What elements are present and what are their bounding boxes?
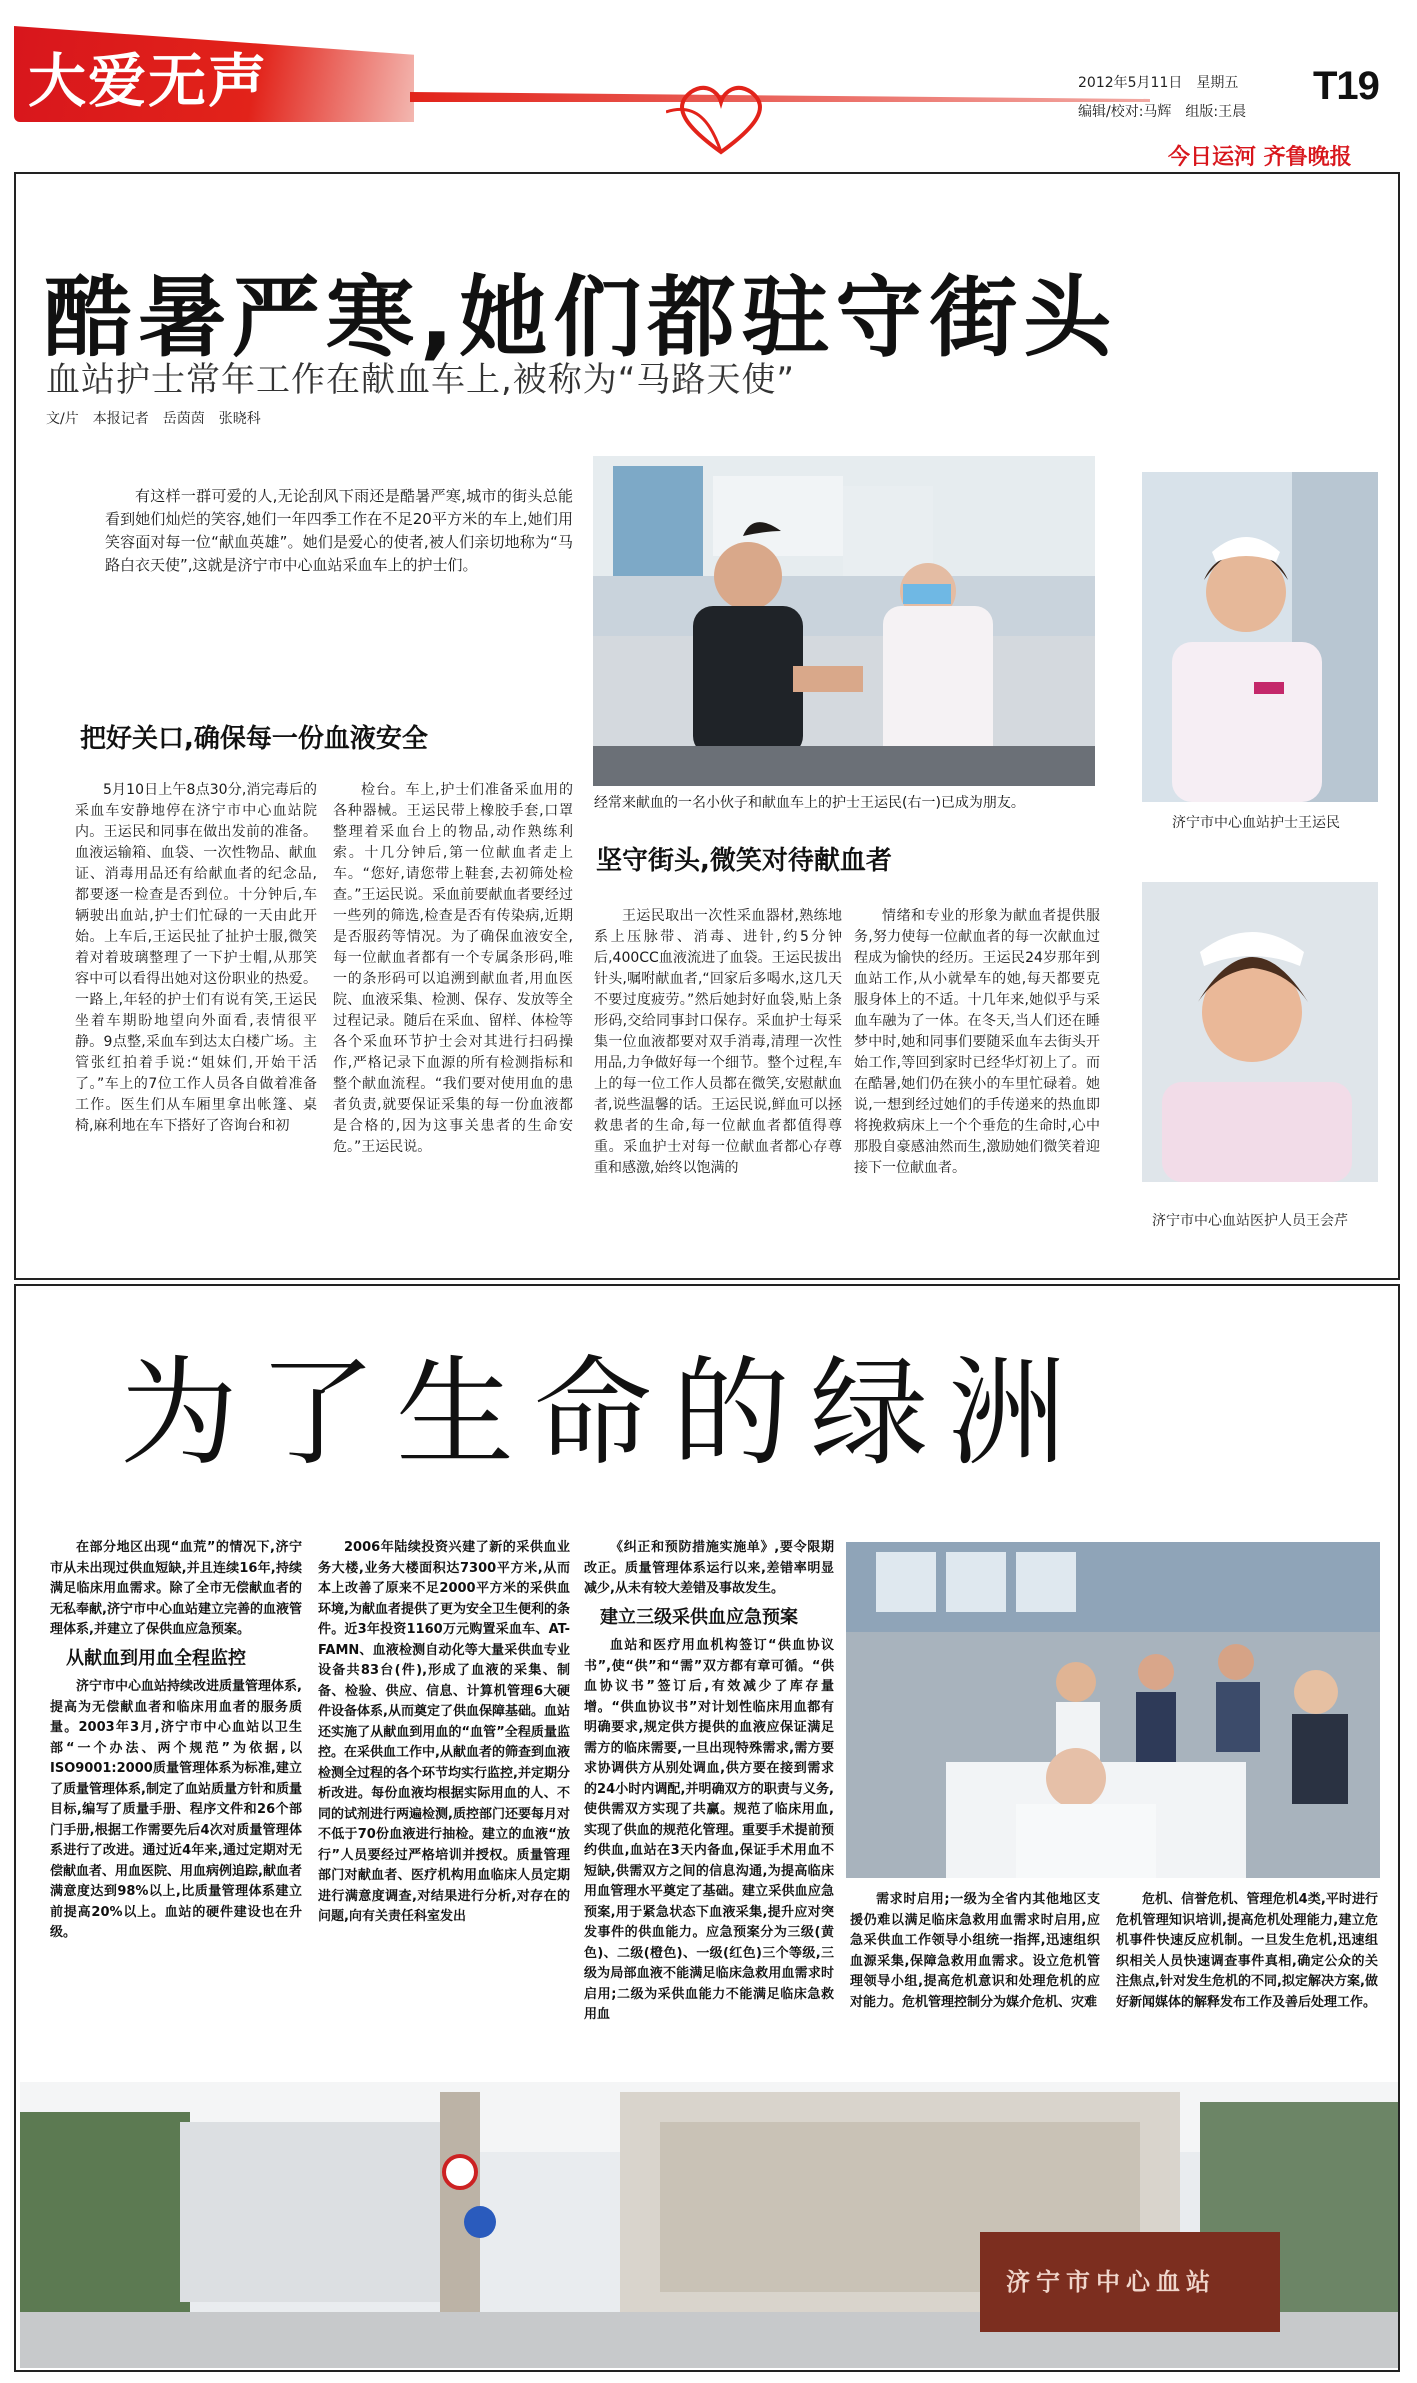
masthead-subtitle: 国际护士节・特刊 xyxy=(288,156,441,178)
article1-byline: 文/片 本报记者 岳茵茵 张晓科 xyxy=(46,411,261,427)
portrait-staff-wang-huiqin xyxy=(1142,882,1378,1182)
newspaper-name: 今日运河 齐鲁晚报 xyxy=(1168,144,1352,170)
article2-column-2 xyxy=(318,1538,570,1928)
photo-caption-right-1: 济宁市中心血站护士王运民 xyxy=(1172,815,1340,831)
column-text: 在部分地区出现“血荒”的情况下,济宁市从未出现过供血短缺,并且连续16年,持续满足临床用血需求。除了全市无偿献血者的无私奉献,济宁市中心血站建立完善的血液管理体系,并建立了保供血应急预案。 xyxy=(50,1540,302,1637)
article2-headline: 为了生命的绿洲 xyxy=(120,1344,1087,1482)
column-text: 《纠正和预防措施实施单》,要令限期改正。质量管理体系运行以来,差错率明显减少,从未有较大差错及事故发生。 xyxy=(584,1540,834,1596)
article1-column-4 xyxy=(854,906,1100,1179)
masthead-red-stripe xyxy=(410,92,1150,102)
article1-headline: 酷暑严寒,她们都驻守街头 xyxy=(44,266,1118,369)
article2-column-3 xyxy=(584,1538,834,2026)
article2-column-4 xyxy=(850,1890,1100,2013)
intro-text: 有这样一群可爱的人,无论刮风下雨还是酷暑严寒,城市的街头总能看到她们灿烂的笑容,她们一年四季工作在不足20平方米的车上,她们用笑容面对每一位“献血英雄”。她们是爱心的使者,被人们亲切地称为“马路白衣天使”,这就是济宁市中心血站采血车上的护士们。 xyxy=(105,487,573,574)
page-number: T19 xyxy=(1313,64,1379,108)
portrait-nurse-wang-yunmin xyxy=(1142,472,1378,802)
column-text: 5月10日上午8点30分,消完毒后的采血车安静地停在济宁市中心血站院内。王运民和同事在做出发前的准备。血液运输箱、血袋、一次性物品、献血证、消毒用品还有给献血者的纪念品,都要逐一检查是否到位。十分钟后,车辆驶出血站,护士们忙碌的一天由此开始。上车后,王运民扯了扯护士服,微笑着对着玻璃整理了一下护士帽,从那笑容中可以看得出她对这份职业的热爱。一路上,年轻的护士们有说有笑,王运民坐着车期盼地望向外面看,表情很平静。9点整,采血车到达太白楼广场。主管张红拍着手说:“姐妹们,开始干活了。”车上的7位工作人员各自做着准备工作。医生们从车厢里拿出帐篷、桌椅,麻利地在车下搭好了咨询台和初 xyxy=(75,782,317,1134)
photo-caption-right-2: 济宁市中心血站医护人员王会芹 xyxy=(1152,1213,1348,1229)
column-text: 2006年陆续投资兴建了新的采供血业务大楼,业务大楼面积达7300平方米,从而本上改善了原来不足2000平方米的采供血环境,为献血者提供了更为安全卫生便利的条件。近3年投资1160万元购置采血车、AT-FAMN、血液检测自动化等大量采供血专业设备共83台(件),形成了血液的采集、制备、检验、供应、信息、计算机管理6大硬件设备体系,从而奠定了供血保障基础。血站还实施了从献血到用血的“血管”全程质量监控。在采供血工作中,从献血者的筛查到血液检测全过程的各个环节均实行监控,并定期分析改进。每份血液均根据实际用血的人、不同的试剂进行两遍检测,质控部门还要每月对不低于70份血液进行抽检。建立的血液“放行”人员要经过严格培训并授权。质量管理部门对献血者、医疗机构用血临床人员定期进行满意度调查,对结果进行分析,对存在的问题,向有关责任科室发出 xyxy=(318,1540,570,1924)
masthead xyxy=(0,0,1417,178)
article1-column-2 xyxy=(333,780,573,1158)
photo-donor-and-nurse xyxy=(593,456,1095,786)
article2-subhead-2: 建立三级采供血应急预案 xyxy=(600,1606,798,1628)
column-text: 检台。车上,护士们准备采血用的各种器械。王运民带上橡胶手套,口罩整理着采血台上的物品,动作熟练利索。十几分钟后,第一位献血者走上车。“您好,请您带上鞋套,去初筛处检查。”王运民说。采血前要献血者要经过一些列的筛选,检查是否有传染病,近期是否服药等情况。为了确保血液安全,每一位献血者都有一个专属条形码,唯一的条形码可以追溯到献血者,用血医院、血液采集、检测、保存、发放等全过程记录。随后在采血、留样、体检等各个采血环节护士会对其进行扫码操作,严格记录下血源的所有检测指标和整个献血流程。“我们要对使用血的患者负责,就要保证采集的每一份血液都是合格的,因为这事关患者的生命安危。”王运民说。 xyxy=(333,782,573,1155)
column-text: 血站和医疗用血机构签订“供血协议书”,使“供”和“需”双方都有章可循。“供血协议书”签订后,有效减少了库存量增。“供血协议书”对计划性临床用血都有明确要求,规定供方提供的血液应保证满足需方的临床需要,一旦出现特殊需求,需方要求协调供方从别处调血,供方要在接到需求的24小时内调配,并明确双方的职责与义务,使供需双方实现了共赢。规范了临床用血,实现了供血的规范化管理。重要手术提前预约供血,血站在3天内备血,保证手术用血不短缺,供需双方之间的信息沟通,为提高临床用血管理水平奠定了基础。建立采供血应急预案,用于紧急状态下血液采集,提升应对突发事件的供血能力。应急预案分为三级(黄色)、二级(橙色)、一级(红色)三个等级,三级为局部血液不能满足临床急救用血需求时启用;二级为采供血能力不能满足临床急救用血 xyxy=(584,1638,834,2022)
article1-subhead-2: 坚守街头,微笑对待献血者 xyxy=(596,846,892,876)
article2-subhead-1: 从献血到用血全程监控 xyxy=(66,1647,246,1669)
photo-blood-donation-bus-interior xyxy=(846,1542,1380,1878)
article1-column-1 xyxy=(75,780,317,1137)
article2-column-1 xyxy=(50,1538,302,1944)
heart-ribbon-icon xyxy=(666,82,776,162)
article1-intro xyxy=(105,485,573,577)
photo-caption-main: 经常来献血的一名小伙子和献血车上的护士王运民(右一)已成为朋友。 xyxy=(594,795,1025,811)
column-text: 王运民取出一次性采血器材,熟练地系上压脉带、消毒、进针,约5分钟后,400CC血液流进了血袋。王运民拔出针头,嘱咐献血者,“回家后多喝水,这几天不要过度疲劳。”然后她封好血袋,贴上条形码,交给同事封口保存。采血护士每采集一位血液都要对双手消毒,清理一次性用品,力争做好每一个细节。整个过程,车上的每一位工作人员都在微笑,安慰献血者,说些温馨的话。王运民说,鲜血可以拯救患者的生命,每一位献血者都值得尊重。采血护士对每一位献血者都心存尊重和感激,始终以饱满的 xyxy=(594,908,842,1176)
building-sign: 济宁市中心血站 xyxy=(1006,2267,1216,2296)
article2-column-5 xyxy=(1116,1890,1378,2013)
column-text: 危机、信誉危机、管理危机4类,平时进行危机管理知识培训,提高危机处理能力,建立危机事件快速反应机制。一旦发生危机,迅速组织相关人员快速调查事件真相,确定公众的关注焦点,针对发生危机的不同,拟定解决方案,做好新闻媒体的解释发布工作及善后处理工作。 xyxy=(1116,1892,1378,2010)
article1-column-3 xyxy=(594,906,842,1179)
column-text: 济宁市中心血站持续改进质量管理体系,提高为无偿献血者和临床用血者的服务质量。2003年3月,济宁市中心血站以卫生部“一个办法、两个规范”为依据,以ISO9001:2000质量管理体系为标准,建立了质量管理体系,制定了血站质量方针和质量目标,编写了质量手册、程序文件和26个部门手册,根据工作需要先后4次对质量管理体系进行了改进。通过近4年来,通过定期对无偿献血者、用血医院、用血病例追踪,献血者满意度达到98%以上,比质量管理体系建立前提高20%以上。血站的硬件建设也在升级。 xyxy=(50,1679,302,1940)
photo-blood-center-building xyxy=(20,2082,1398,2368)
article1-subhead-1: 把好关口,确保每一份血液安全 xyxy=(80,724,428,754)
masthead-logo: 大爱无声 xyxy=(28,47,269,115)
column-text: 需求时启用;一级为全省内其他地区支援仍难以满足临床急救用血需求时启用,应急采供血工作领导小组统一指挥,迅速组织血源采集,保障急救用血需求。设立危机管理领导小组,提高危机意识和处理危机的应对能力。危机管理控制分为媒介危机、灾难 xyxy=(850,1892,1100,2010)
issue-date: 2012年5月11日 星期五 xyxy=(1078,75,1239,91)
column-text: 情绪和专业的形象为献血者提供服务,努力使每一位献血者的每一次献血过程成为愉快的经历。王运民24岁那年到血站工作,从小就晕车的她,每天都要克服身体上的不适。十几年来,她似乎与采血车融为了一体。在冬天,当人们还在睡梦中时,她和同事们要随采血车去街头开始工作,等回到家时已经华灯初上了。而在酷暑,她们仍在狭小的车里忙碌着。她说,一想到经过她们的手传递来的热血即将挽救病床上一个个垂危的生命时,心中那股自豪感油然而生,激励她们微笑着迎接下一位献血者。 xyxy=(854,908,1100,1176)
article1-deck: 血站护士常年工作在献血车上,被称为“马路天使” xyxy=(46,360,796,400)
editor-credits: 编辑/校对:马辉 组版:王晨 xyxy=(1078,104,1247,120)
